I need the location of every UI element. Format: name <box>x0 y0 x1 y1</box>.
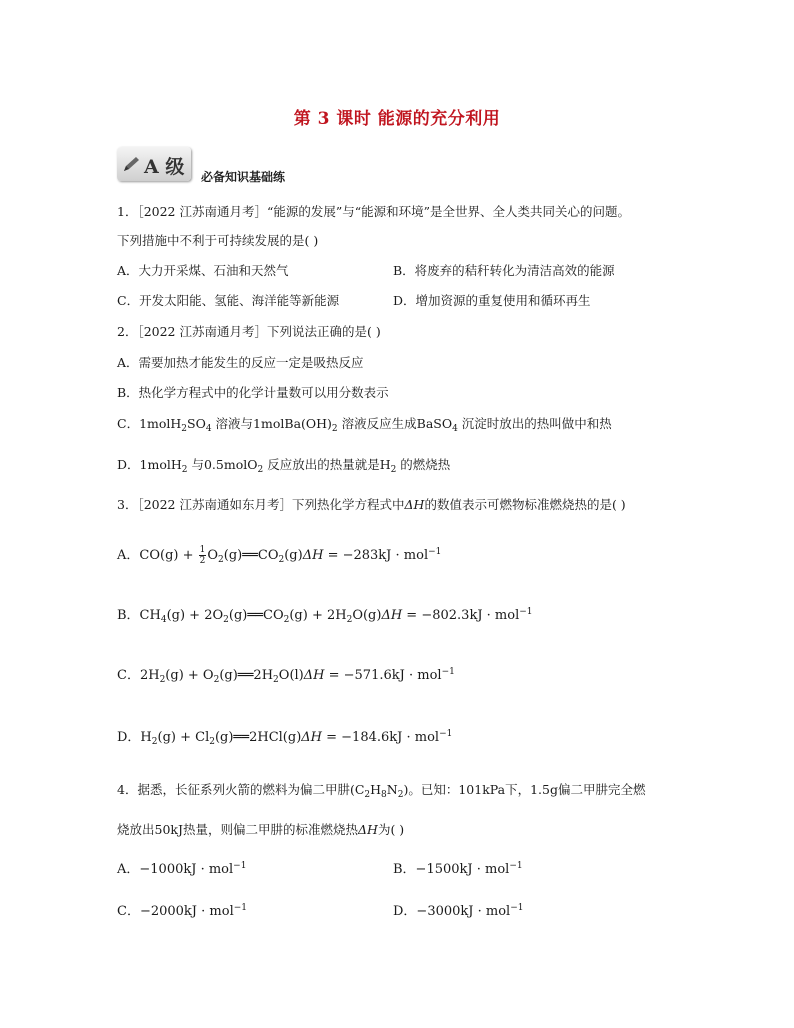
level-badge <box>117 147 191 181</box>
q1-stem-line2: 下列措施中不利于可持续发展的是( ) <box>117 233 319 248</box>
q2-option-c: C．$1molH_2SO_4$ 溶液与$1molBa(OH)_2$ 溶液反应生成BaSO$_4$ 沉淀时放出的热叫做中和热 <box>117 416 612 434</box>
q4-option-c: C．−2000kJ · mol$^{-1}$ <box>117 903 248 919</box>
q2-option-d: D．1molH$_2$ 与0.5molO$_2$ 反应放出的热量就是$H_2$ 的燃烧热 <box>117 457 451 475</box>
q1-option-d: D．增加资源的重复使用和循环再生 <box>393 293 591 308</box>
q3-option-d: D．$H_2(g)$ + $Cl_2(g)══2HCl(g)\Delta H = -184.6kJ \cdot mol^{-1}$ <box>117 729 453 747</box>
q1-option-b: B．将废弃的秸秆转化为清洁高效的能源 <box>393 263 615 278</box>
q1-stem-line1: 1．［2022 江苏南通月考］“能源的发展”与“能源和环境”是全世界、全人类共同关心的问题。 <box>117 204 631 219</box>
q3-option-c: C．$2H_2(g)$ + $O_2(g)══2H_2O(l)\Delta H = -571.6kJ \cdot mol^{-1}$ <box>117 667 455 685</box>
q2-option-b: B．热化学方程式中的化学计量数可以用分数表示 <box>117 385 389 400</box>
q4-option-a: A．−1000kJ · mol$^{-1}$ <box>117 861 247 877</box>
level-badge-text: A 级 <box>144 156 185 178</box>
q2-option-a: A．需要加热才能发生的反应一定是吸热反应 <box>117 355 364 370</box>
q3-stem: 3．［2022 江苏南通如东月考］下列热化学方程式中ΔH的数值表示可燃物标准燃烧热的是( ) <box>117 497 626 512</box>
q3-option-a: A．CO(g) + $\frac{1}{2}$ $O_2(g)══CO_2(g)\Delta H = -283kJ \cdot mol^{-1}$ <box>117 545 442 566</box>
q4-stem-line2: 烧放出50kJ热量，则偏二甲肼的标准燃烧热ΔH为( ) <box>117 822 405 837</box>
q1-option-c: C．开发太阳能、氢能、海洋能等新能源 <box>117 293 340 308</box>
q3-option-b: B．$CH_4(g)$ + $2O_2(g)══CO_2(g) + 2H_2O(g)\Delta H = -802.3kJ \cdot mol^{-1}$ <box>117 607 533 625</box>
q4-option-d: D．−3000kJ · mol$^{-1}$ <box>393 903 524 919</box>
page-title: 第 3 课时 能源的充分利用 <box>293 109 501 129</box>
section-label: 必备知识基础练 <box>201 170 286 184</box>
q2-stem: 2．［2022 江苏南通月考］下列说法正确的是( ) <box>117 324 381 339</box>
q4-stem-line1: 4．据悉，长征系列火箭的燃料为偏二甲肼$(C_2H_8N_2)$。已知：101kPa下，1.5g偏二甲肼完全燃 <box>117 782 646 800</box>
q4-option-b: B．−1500kJ · mol$^{-1}$ <box>393 861 523 877</box>
q1-option-a: A．大力开采煤、石油和天然气 <box>117 263 289 278</box>
pencil-icon <box>122 155 142 173</box>
fraction-one-half: $\frac{1}{2}$ <box>199 545 206 566</box>
